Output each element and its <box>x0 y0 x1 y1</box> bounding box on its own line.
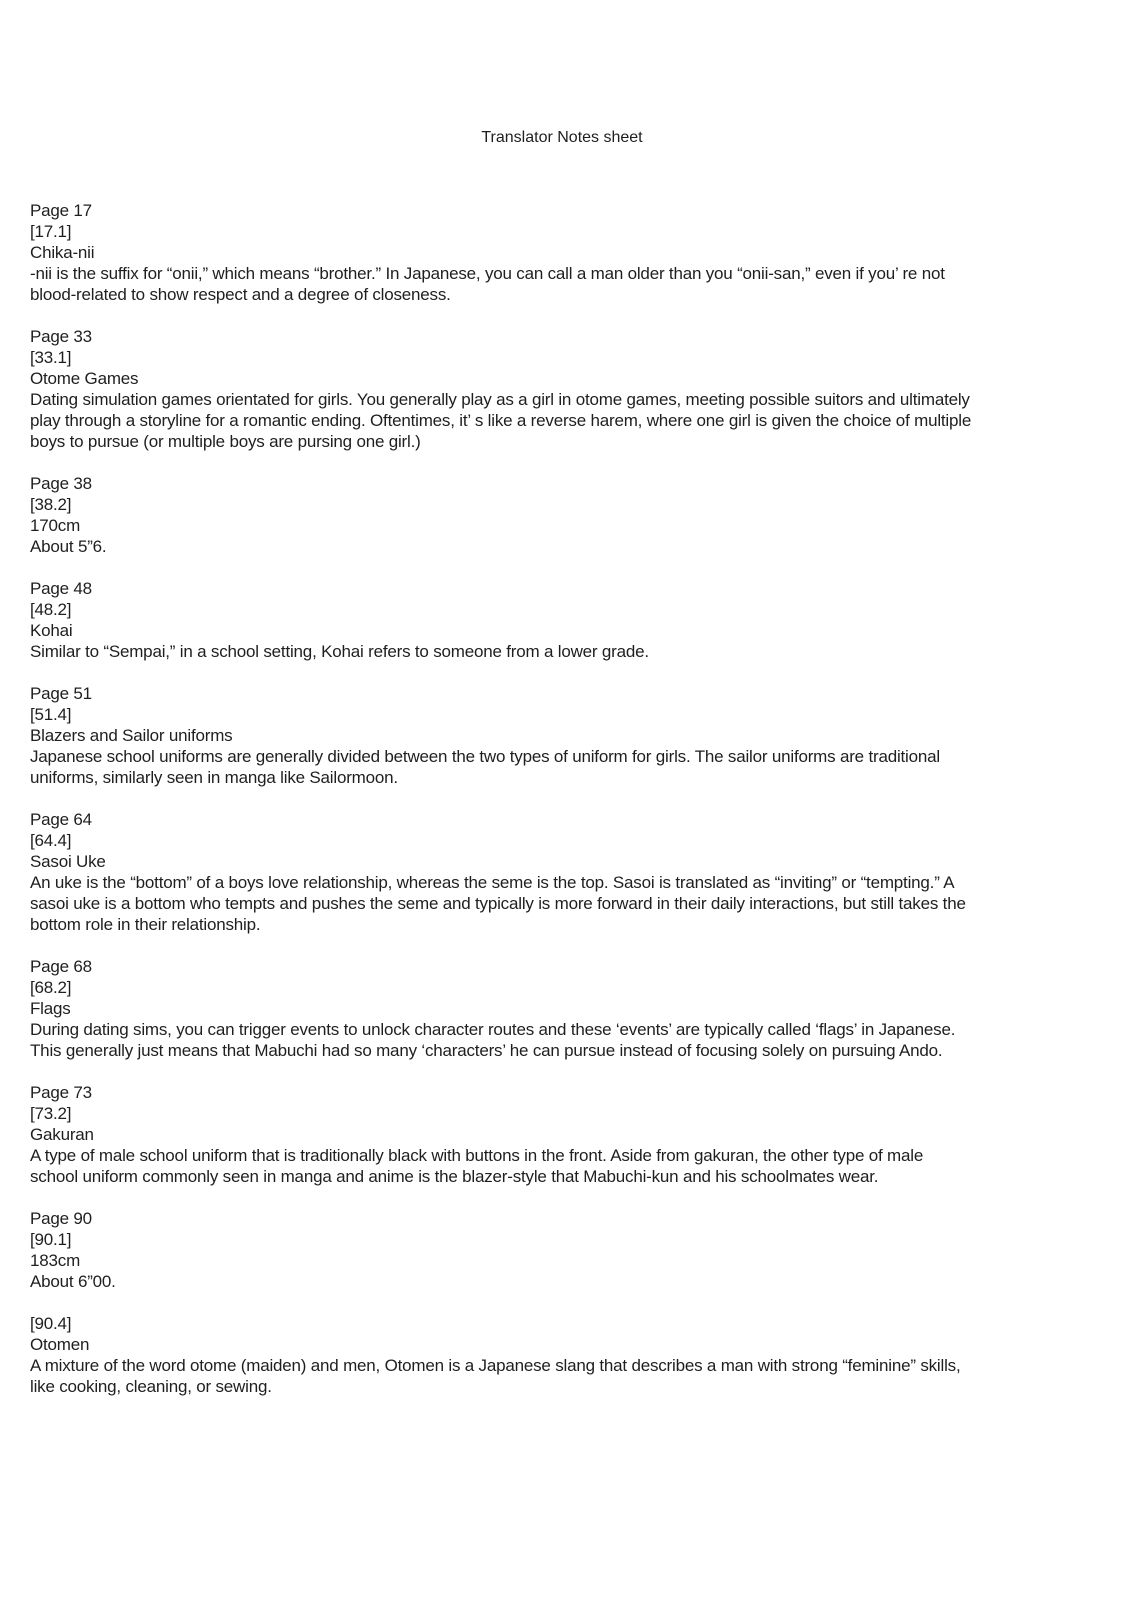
note-page-number: Page 17 <box>30 201 92 220</box>
note-term: Gakuran <box>30 1125 94 1144</box>
note-entry <box>30 1208 1100 1292</box>
note-term: Sasoi Uke <box>30 852 106 871</box>
note-page-number: Page 68 <box>30 957 92 976</box>
note-term: 170cm <box>30 516 81 535</box>
note-entry <box>30 956 1100 1061</box>
note-explanation-line: uniforms, similarly seen in manga like Sailormoon. <box>30 768 398 787</box>
note-page-number: Page 64 <box>30 810 92 829</box>
document-title: Translator Notes sheet <box>481 129 643 146</box>
note-page-number: Page 33 <box>30 327 92 346</box>
note-term: Otome Games <box>30 369 139 388</box>
note-entry <box>30 326 1100 452</box>
note-entry <box>30 1082 1100 1187</box>
note-explanation-line: -nii is the suffix for “onii,” which means “brother.” In Japanese, you can call a man older than you “onii-san,” even if you’ re not <box>30 264 945 283</box>
note-panel-ref: [90.1] <box>30 1230 72 1249</box>
note-page-number: Page 73 <box>30 1083 92 1102</box>
notes-list <box>30 200 1100 1418</box>
note-entry <box>30 200 1100 305</box>
note-term: 183cm <box>30 1251 81 1270</box>
note-panel-ref: [64.4] <box>30 831 72 850</box>
note-explanation-line: An uke is the “bottom” of a boys love relationship, whereas the seme is the top. Sasoi is translated as “inviting” or “tempting.” A <box>30 873 955 892</box>
note-explanation-line: school uniform commonly seen in manga and anime is the blazer-style that Mabuchi-kun and his schoolmates wear. <box>30 1167 879 1186</box>
note-page-number: Page 38 <box>30 474 92 493</box>
note-page-number: Page 48 <box>30 579 92 598</box>
note-term: Otomen <box>30 1335 90 1354</box>
note-term: Kohai <box>30 621 73 640</box>
note-page-number: Page 51 <box>30 684 92 703</box>
note-explanation-line: sasoi uke is a bottom who tempts and pushes the seme and typically is more forward in their daily interactions, but still takes the <box>30 894 966 913</box>
note-explanation-line: About 6”00. <box>30 1272 116 1291</box>
note-panel-ref: [48.2] <box>30 600 72 619</box>
note-explanation-line: bottom role in their relationship. <box>30 915 261 934</box>
note-explanation-line: blood-related to show respect and a degree of closeness. <box>30 285 451 304</box>
note-explanation-line: This generally just means that Mabuchi had so many ‘characters’ he can pursue instead of focusing solely on pursuing Ando. <box>30 1041 943 1060</box>
note-term: Chika-nii <box>30 243 95 262</box>
note-panel-ref: [17.1] <box>30 222 72 241</box>
note-explanation-line: Similar to “Sempai,” in a school setting, Kohai refers to someone from a lower grade. <box>30 642 649 661</box>
note-entry <box>30 683 1100 788</box>
note-panel-ref: [73.2] <box>30 1104 72 1123</box>
note-entry <box>30 578 1100 662</box>
note-explanation-line: Dating simulation games orientated for girls. You generally play as a girl in otome games, meeting possible suitors and ultimately <box>30 390 970 409</box>
note-explanation-line: A type of male school uniform that is traditionally black with buttons in the front. Aside from gakuran, the other type of male <box>30 1146 924 1165</box>
note-explanation-line: boys to pursue (or multiple boys are pursing one girl.) <box>30 432 421 451</box>
note-entry <box>30 809 1100 935</box>
note-explanation-line: Japanese school uniforms are generally divided between the two types of uniform for girls. The sailor uniforms are traditional <box>30 747 940 766</box>
note-entry <box>30 1313 1100 1397</box>
note-panel-ref: [68.2] <box>30 978 72 997</box>
note-entry <box>30 473 1100 557</box>
note-explanation-line: play through a storyline for a romantic ending. Oftentimes, it’ s like a reverse harem, where one girl is given the choice of multiple <box>30 411 972 430</box>
note-term: Blazers and Sailor uniforms <box>30 726 233 745</box>
note-page-number: Page 90 <box>30 1209 92 1228</box>
note-explanation-line: During dating sims, you can trigger events to unlock character routes and these ‘events’ are typically called ‘flags’ in Japanese. <box>30 1020 956 1039</box>
note-panel-ref: [38.2] <box>30 495 72 514</box>
note-explanation-line: About 5”6. <box>30 537 107 556</box>
note-explanation-line: A mixture of the word otome (maiden) and men, Otomen is a Japanese slang that describes a man with strong “feminine” skills, <box>30 1356 961 1375</box>
note-panel-ref: [51.4] <box>30 705 72 724</box>
note-panel-ref: [33.1] <box>30 348 72 367</box>
note-term: Flags <box>30 999 71 1018</box>
note-panel-ref: [90.4] <box>30 1314 72 1333</box>
note-explanation-line: like cooking, cleaning, or sewing. <box>30 1377 272 1396</box>
